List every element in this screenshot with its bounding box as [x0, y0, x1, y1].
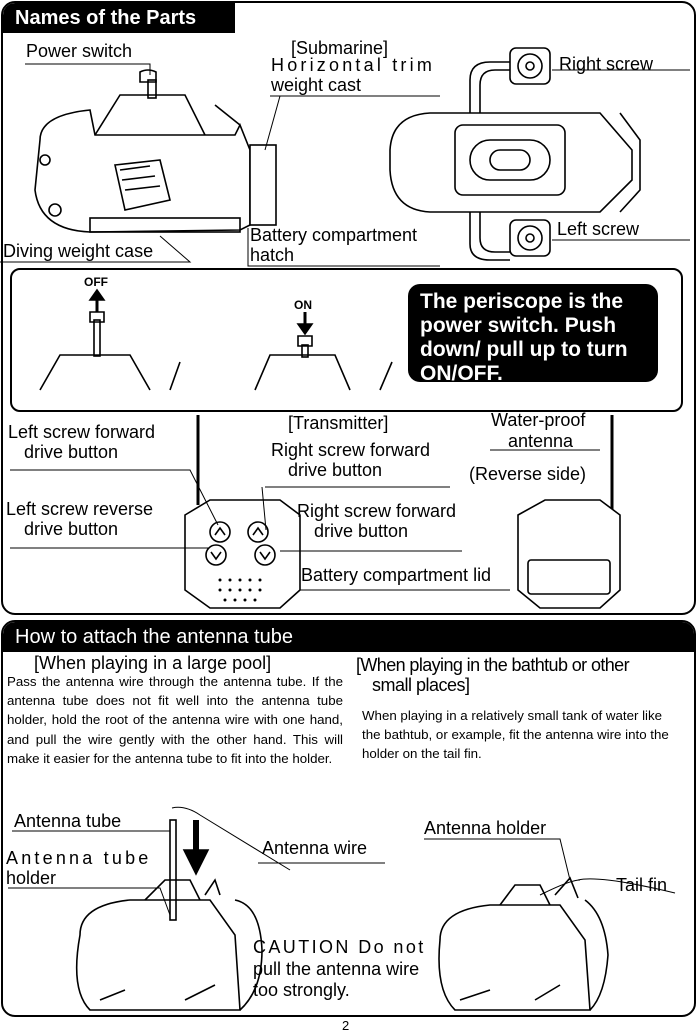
label-left-rev-2: drive button — [24, 519, 119, 539]
label-power-switch: Power switch — [26, 41, 133, 61]
label-right-rev-2: drive button — [314, 521, 409, 541]
label-antenna-wire: Antenna wire — [262, 838, 368, 858]
label-antenna-2: antenna — [508, 431, 574, 451]
large-pool-text: Pass the antenna wire through the antenna tube. If the antenna tube does not fit well into the antenna tube holder, hold the root of the antenna wire with one hand, and pull the wire gently with the other hand. This will make it easier for the antenna tube to fit into the holder. — [7, 674, 343, 766]
label-trim-weight-1: Horizontal trim — [271, 55, 436, 75]
label-left-rev-1: Left screw reverse — [6, 499, 154, 519]
label-antenna-tube: Antenna tube — [14, 811, 122, 831]
label-right-fwd-1: Right screw forward — [271, 440, 431, 460]
page-number: 2 — [342, 1018, 350, 1033]
label-battery-lid: Battery compartment lid — [301, 565, 492, 585]
label-trim-weight-2: weight cast — [271, 75, 362, 95]
label-antenna-tube-holder-1: Antenna tube — [6, 848, 152, 868]
label-battery-hatch-2: hatch — [250, 245, 295, 265]
label-reverse-side: (Reverse side) — [469, 464, 587, 484]
label-tail-fin: Tail fin — [616, 875, 668, 895]
label-right-screw: Right screw — [559, 54, 654, 74]
label-antenna-1: Water-proof — [491, 410, 586, 430]
caution-line-2: pull the antenna wire — [253, 959, 420, 979]
label-right-rev-1: Right screw forward — [297, 501, 457, 521]
heading-bathtub-1: [When playing in the bathtub or other — [356, 655, 629, 675]
label-left-fwd-2: drive button — [24, 442, 119, 462]
heading-submarine: [Submarine] — [291, 38, 389, 58]
label-left-fwd-1: Left screw forward — [8, 422, 156, 442]
label-antenna-holder: Antenna holder — [424, 818, 547, 838]
periscope-note: The periscope is the power switch. Push down/ pull up to turn ON/OFF. — [408, 284, 658, 382]
heading-bathtub-2: small places] — [372, 675, 470, 695]
label-off: OFF — [84, 275, 108, 289]
section-title-parts: Names of the Parts — [3, 3, 235, 33]
label-antenna-tube-holder-2: holder — [6, 868, 57, 888]
heading-transmitter: [Transmitter] — [288, 413, 389, 433]
label-diving-weight-case: Diving weight case — [3, 241, 154, 261]
caution-line-1: CAUTION Do not — [253, 937, 426, 957]
caution-line-3: too strongly. — [253, 980, 350, 1000]
bathtub-text: When playing in a relatively small tank of water like the bathtub, or example, fit the antenna wire into the holder on the tail fin. — [362, 708, 669, 762]
label-battery-hatch-1: Battery compartment — [250, 225, 418, 245]
label-on: ON — [294, 298, 312, 312]
label-left-screw: Left screw — [557, 219, 640, 239]
label-right-fwd-2: drive button — [288, 460, 383, 480]
heading-large-pool: [When playing in a large pool] — [34, 653, 272, 673]
section-title-antenna: How to attach the antenna tube — [3, 622, 695, 652]
